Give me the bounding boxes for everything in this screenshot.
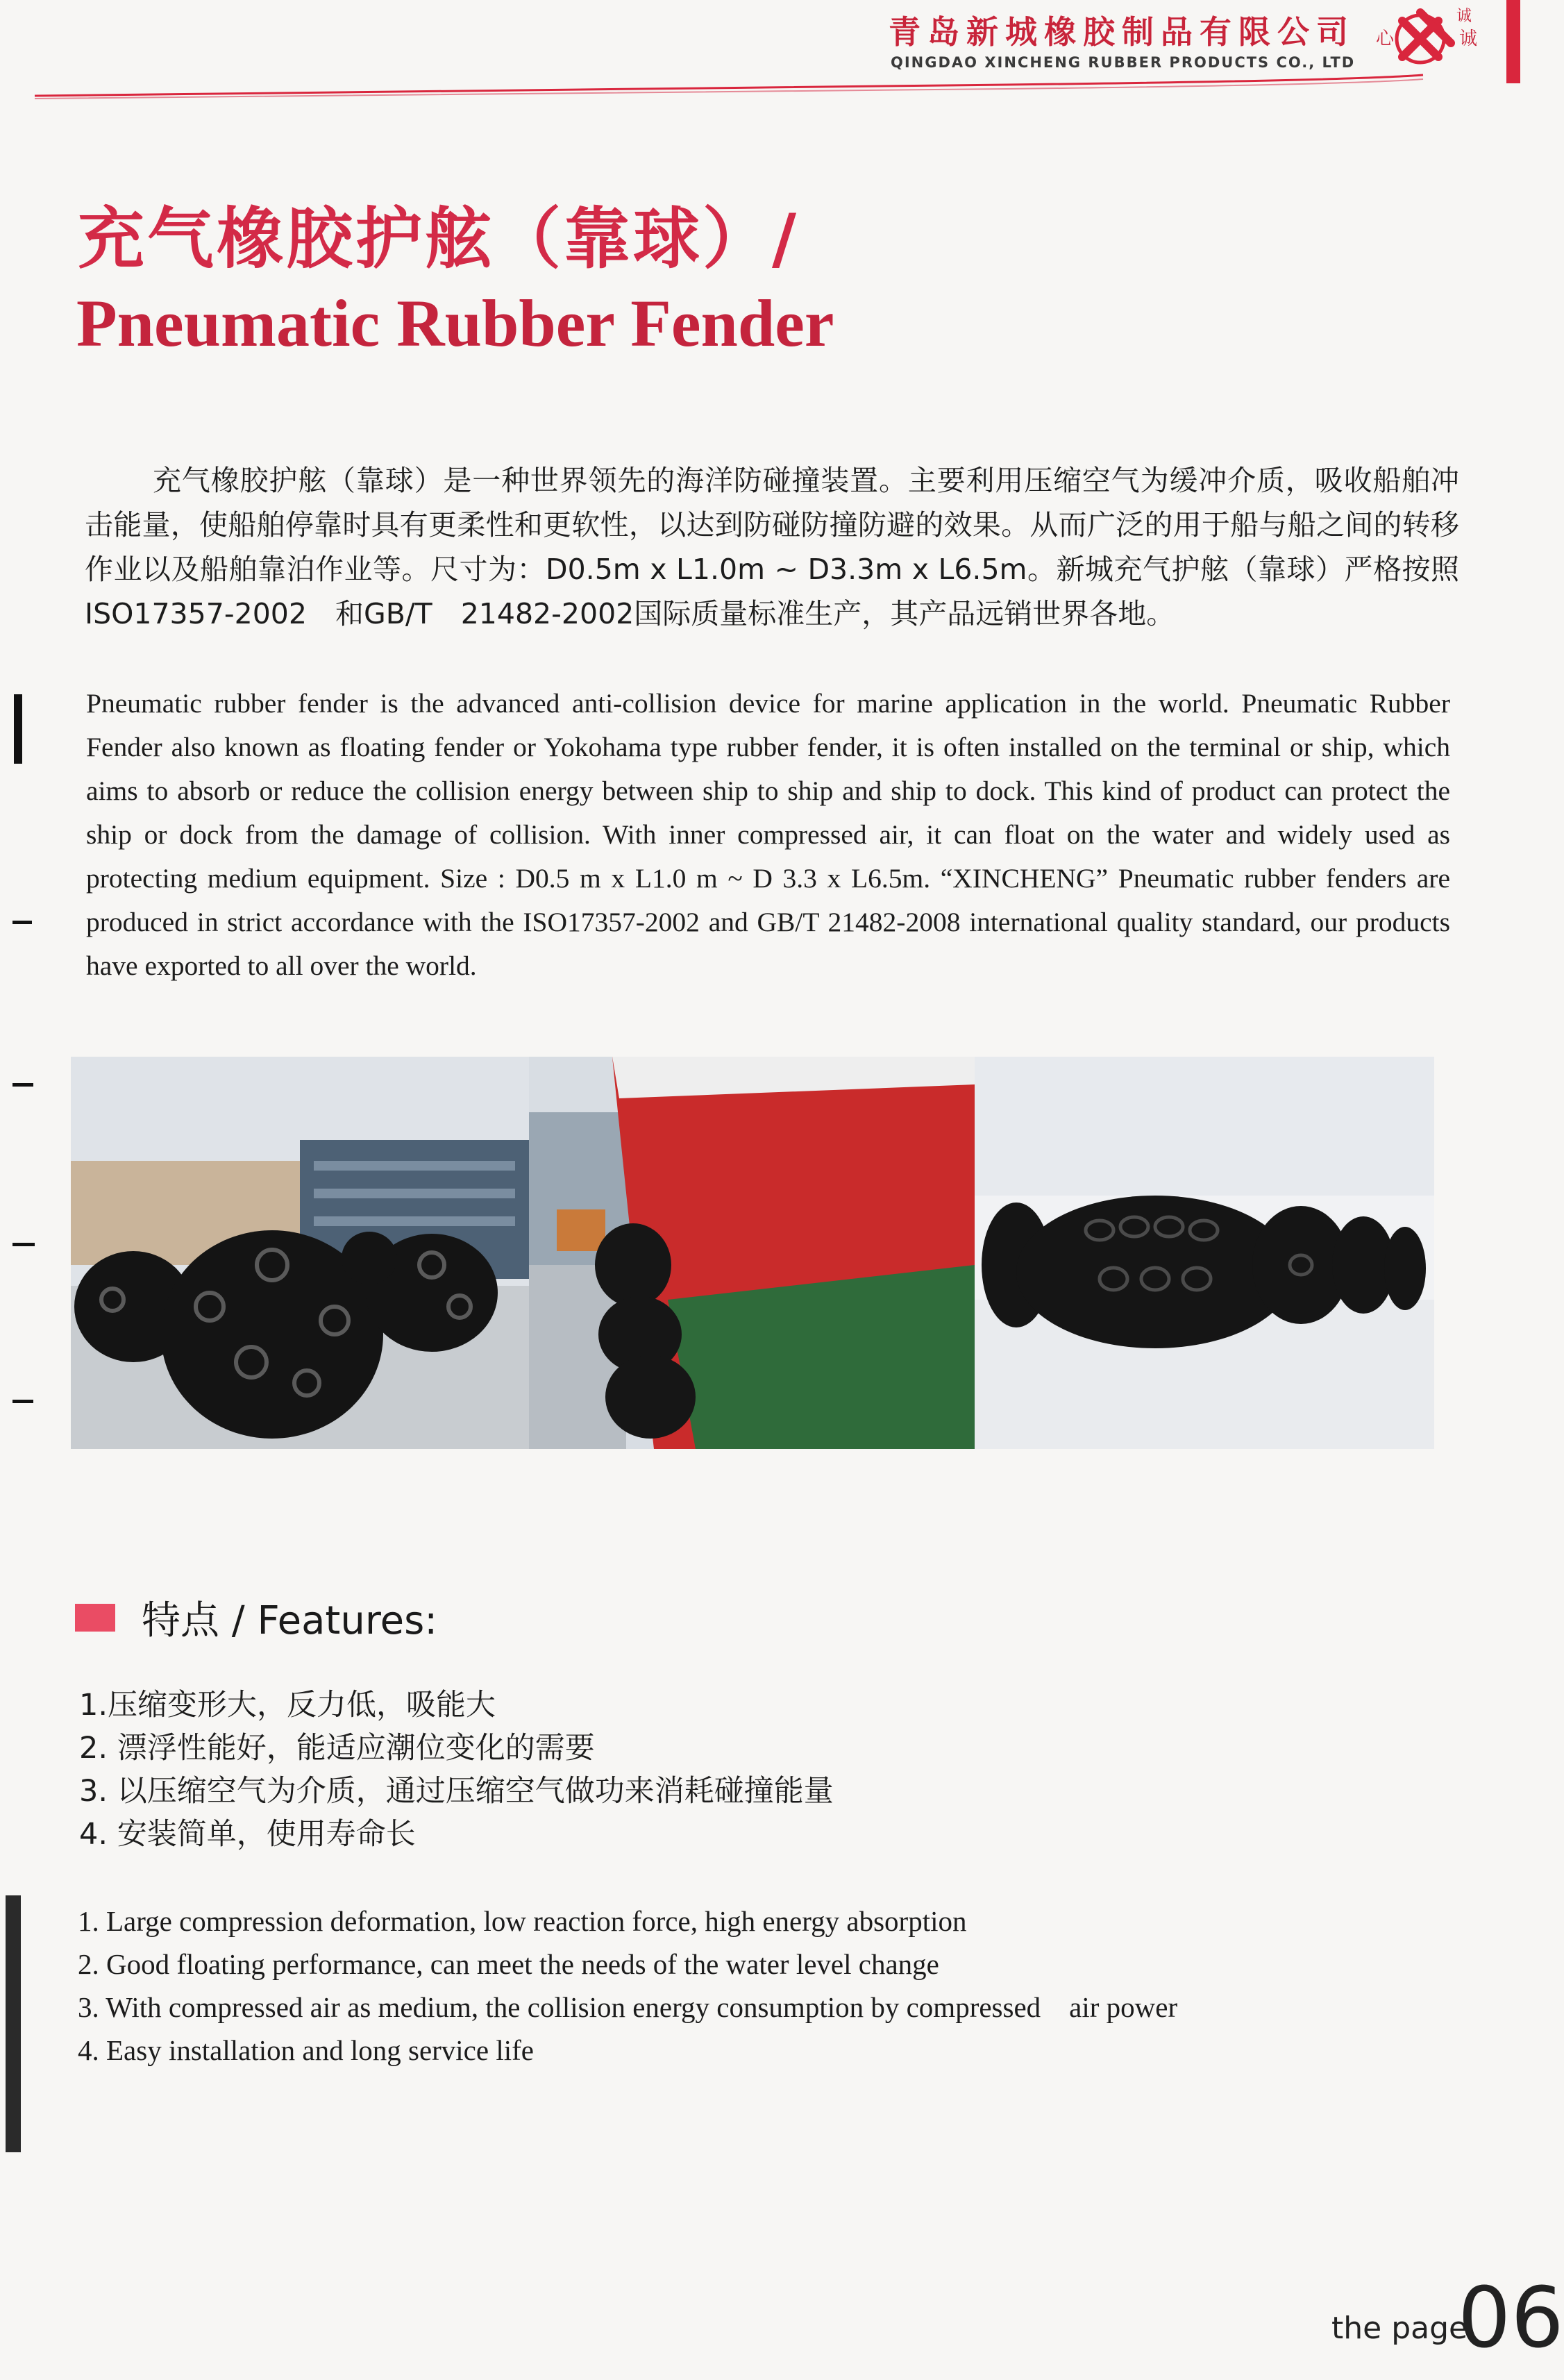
svg-text:诚: 诚 [1456, 8, 1472, 25]
list-item: 1.压缩变形大，反力低，吸能大 [79, 1688, 496, 1723]
photo-fenders-yard [71, 1057, 529, 1449]
description-cn: 充气橡胶护舷（靠球）是一种世界领先的海洋防碰撞装置。主要利用压缩空气为缓冲介质，吸收船舶冲击能量，使船舶停靠时具有更柔性和更软性，以达到防碰防撞防避的效果。从而广泛的用于船与船之间的转移作业以及船舶靠泊作业等。尺寸为：D0.5m x L1.0m ~ D3.3m x L6.5m。新城充气护舷（靠球）严格按照ISO17357-2002 和GB/T 21482-2002国际质量标准生产，其产品远销世界各地。 [85, 464, 1459, 630]
svg-text:诚: 诚 [1459, 28, 1478, 49]
features-list-cn [79, 1684, 834, 1856]
page-title-cn: 充气橡胶护舷（靠球）/ [78, 199, 800, 278]
list-item: 3. With compressed air as medium, the collision energy consumption by compressed air power [78, 1991, 1178, 2023]
list-item: 2. 漂浮性能好，能适应潮位变化的需要 [79, 1731, 595, 1766]
list-item: 2. Good floating performance, can meet the needs of the water level change [78, 1948, 939, 1980]
page-number: 06 [1458, 2270, 1564, 2367]
edge-mark [12, 1083, 33, 1087]
svg-text:心: 心 [1376, 28, 1395, 49]
list-item: 4. Easy installation and long service life [78, 2034, 534, 2066]
page-title-en: Pneumatic Rubber Fender [76, 286, 834, 360]
edge-mark [12, 1243, 35, 1246]
list-item: 4. 安装简单，使用寿命长 [79, 1817, 416, 1852]
edge-mark [14, 694, 22, 764]
features-marker [75, 1604, 115, 1632]
header-divider [35, 69, 1423, 104]
page-label: the page [1331, 2311, 1468, 2346]
company-logo-icon [1374, 0, 1513, 76]
features-list-en [78, 1900, 1177, 2072]
list-item: 3. 以压缩空气为介质，通过压缩空气做功来消耗碰撞能量 [79, 1774, 834, 1809]
company-name-cn: 青岛新城橡胶制品有限公司 [889, 13, 1355, 51]
description-en: Pneumatic rubber fender is the advanced anti-collision device for marine application in the world. Pneumatic Rubber Fender also known as floating fender or Yokohama type rubber fender, it is often installed on the terminal or ship, which aims to absorb or reduce the collision energy between ship to ship and ship to dock. This kind of product can protect the ship or dock from the damage of collision. With inner compressed air, it can float on the water and widely used as protecting medium equipment. Size : D0.5 m x L1.0 m ~ D 3.3 x L6.5m. “XINCHENG” Pneumatic rubber fenders are produced in strict accordance with the ISO17357-2002 and GB/T 21482-2008 international quality standard, our products have exported to all over the world. [86, 688, 1450, 981]
header-accent-strip [1506, 0, 1520, 83]
edge-mark [12, 921, 32, 924]
photo-fenders-row [975, 1057, 1434, 1449]
company-name-en: QINGDAO XINCHENG RUBBER PRODUCTS CO., LTD [891, 54, 1356, 71]
edge-mark [12, 1400, 33, 1403]
list-item: 1. Large compression deformation, low reaction force, high energy absorption [78, 1905, 967, 1937]
photo-fenders-ship-hull [529, 1057, 975, 1449]
features-heading: 特点 / Features: [142, 1598, 438, 1643]
edge-mark [6, 1895, 21, 2152]
